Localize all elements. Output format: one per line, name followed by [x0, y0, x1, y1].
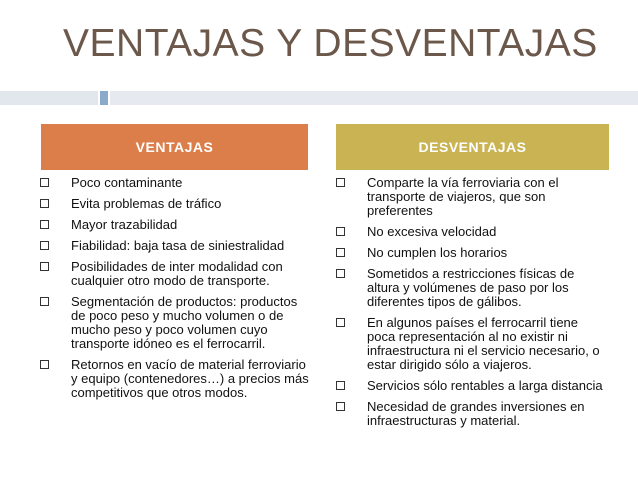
square-bullet-icon [336, 381, 345, 390]
square-bullet-icon [336, 178, 345, 187]
desventajas-item-text: Comparte la vía ferroviaria con el transporte de viajeros, que son preferentes [367, 175, 559, 218]
desventajas-item [336, 225, 606, 239]
square-bullet-icon [336, 402, 345, 411]
desventajas-item-text: No excesiva velocidad [367, 224, 497, 239]
ventajas-item [40, 197, 312, 211]
desventajas-item-text: Sometidos a restricciones físicas de altura y volúmenes de paso por los diferentes tipos de gálibos. [367, 266, 575, 309]
ventajas-header: VENTAJAS [41, 124, 308, 170]
square-bullet-icon [40, 297, 49, 306]
desventajas-item-text: Servicios sólo rentables a larga distancia [367, 378, 603, 393]
ventajas-item [40, 295, 312, 351]
ventajas-item [40, 176, 312, 190]
square-bullet-icon [40, 199, 49, 208]
desventajas-item-text: En algunos países el ferrocarril tiene poca representación al no existir ni infraestructura ni el servicio necesario, o estar dirigido sólo a viajeros. [367, 315, 600, 372]
ventajas-item-text: Evita problemas de tráfico [71, 196, 222, 211]
square-bullet-icon [40, 178, 49, 187]
square-bullet-icon [336, 318, 345, 327]
square-bullet-icon [40, 220, 49, 229]
ventajas-item [40, 239, 312, 253]
decorative-stripe [0, 91, 638, 105]
desventajas-item [336, 316, 606, 372]
desventajas-item [336, 246, 606, 260]
desventajas-item [336, 267, 606, 309]
desventajas-list [336, 176, 606, 435]
ventajas-item-text: Segmentación de productos: productos de poco peso y mucho volumen o de mucho peso y poco volumen cuyo transporte idóneo es el ferrocarril. [71, 294, 298, 351]
ventajas-list [40, 176, 312, 407]
ventajas-item-text: Fiabilidad: baja tasa de siniestralidad [71, 238, 285, 253]
desventajas-header: DESVENTAJAS [336, 124, 609, 170]
ventajas-item-text: Posibilidades de inter modalidad con cualquier otro modo de transporte. [71, 259, 283, 288]
ventajas-item [40, 358, 312, 400]
ventajas-item-text: Poco contaminante [71, 175, 183, 190]
desventajas-item-text: No cumplen los horarios [367, 245, 508, 260]
stripe-accent [100, 91, 108, 105]
desventajas-item-text: Necesidad de grandes inversiones en infraestructuras y material. [367, 399, 585, 428]
stripe-right [110, 91, 638, 105]
ventajas-item-text: Mayor trazabilidad [71, 217, 178, 232]
desventajas-item [336, 400, 606, 428]
desventajas-item [336, 379, 606, 393]
square-bullet-icon [40, 262, 49, 271]
square-bullet-icon [40, 241, 49, 250]
desventajas-item [336, 176, 606, 218]
ventajas-item [40, 218, 312, 232]
ventajas-item [40, 260, 312, 288]
stripe-left [0, 91, 98, 105]
square-bullet-icon [336, 227, 345, 236]
square-bullet-icon [336, 269, 345, 278]
square-bullet-icon [336, 248, 345, 257]
slide-title: VENTAJAS Y DESVENTAJAS [63, 22, 598, 65]
ventajas-item-text: Retornos en vacío de material ferroviario y equipo (contenedores…) a precios más competitivos que otros modos. [71, 357, 309, 400]
square-bullet-icon [40, 360, 49, 369]
